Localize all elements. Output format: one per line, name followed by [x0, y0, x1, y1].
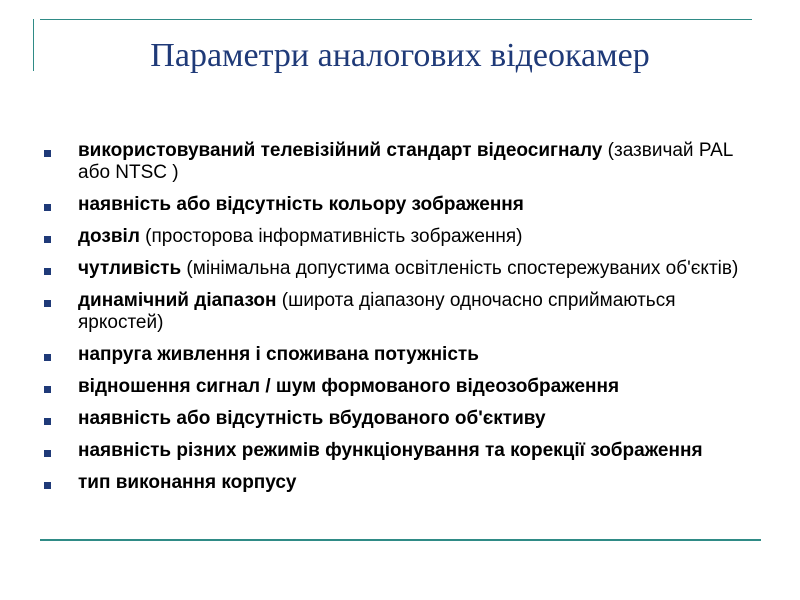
square-bullet-icon — [44, 300, 51, 307]
bullet-list — [40, 140, 760, 504]
bullet-item — [40, 408, 760, 430]
bullet-item — [40, 290, 760, 334]
bullet-bold-text: динамічний діапазон — [78, 290, 277, 311]
square-bullet-icon — [44, 386, 51, 393]
slide-title: Параметри аналогових відеокамер — [150, 37, 650, 74]
bullet-regular-text: (широта діапазону одночасно сприймаються яркостей) — [78, 290, 676, 333]
square-bullet-icon — [44, 482, 51, 489]
bullet-bold-text: використовуваний телевізійний стандарт відеосигналу — [78, 140, 603, 161]
bullet-item — [40, 344, 760, 366]
square-bullet-icon — [44, 418, 51, 425]
square-bullet-icon — [44, 354, 51, 361]
square-bullet-icon — [44, 150, 51, 157]
bullet-bold-text: напруга живлення і споживана потужність — [78, 344, 479, 365]
left-divider — [33, 19, 34, 71]
bullet-item — [40, 376, 760, 398]
bullet-item — [40, 258, 760, 280]
bullet-item — [40, 472, 760, 494]
square-bullet-icon — [44, 236, 51, 243]
bullet-bold-text: відношення сигнал / шум формованого відеозображення — [78, 376, 620, 397]
square-bullet-icon — [44, 268, 51, 275]
bullet-regular-text: (просторова інформативність зображення) — [139, 226, 523, 247]
bullet-item — [40, 194, 760, 216]
bottom-divider — [40, 539, 761, 541]
square-bullet-icon — [44, 204, 51, 211]
bullet-bold-text: тип виконання корпусу — [78, 472, 297, 493]
bullet-item — [40, 440, 760, 462]
top-divider — [40, 19, 752, 20]
bullet-item — [40, 226, 760, 248]
square-bullet-icon — [44, 450, 51, 457]
bullet-bold-text: наявність різних режимів функціонування та корекції зображення — [78, 440, 703, 461]
bullet-bold-text: дозвіл — [78, 226, 140, 247]
bullet-bold-text: наявність або відсутність кольору зображення — [78, 194, 524, 215]
bullet-bold-text: чутливість — [78, 258, 182, 279]
bullet-regular-text: (мінімальна допустима освітленість спостережуваних об'єктів) — [181, 258, 739, 279]
bullet-item — [40, 140, 760, 184]
bullet-bold-text: наявність або відсутність вбудованого об'єктиву — [78, 408, 546, 429]
bullet-regular-text: (зазвичай PAL або NTSC ) — [78, 140, 733, 183]
